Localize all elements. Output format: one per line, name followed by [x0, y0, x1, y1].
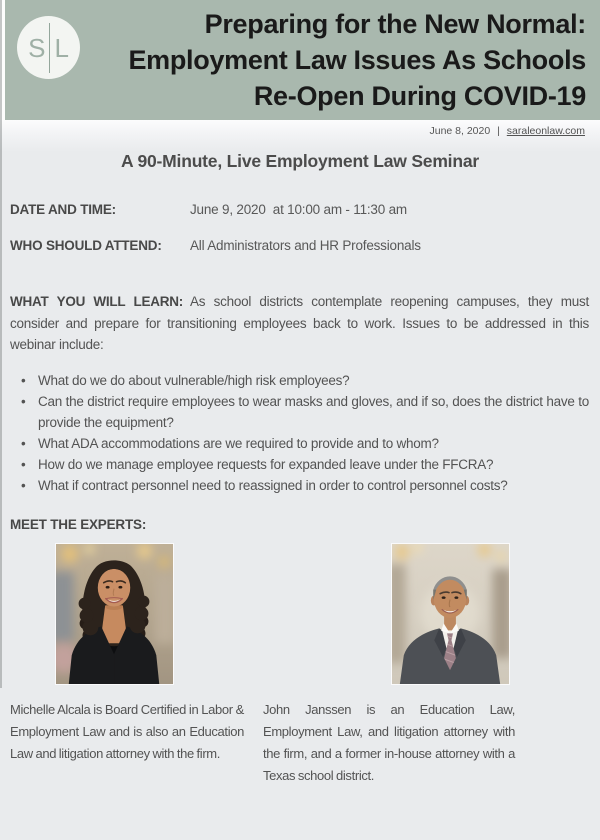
published-date: June 8, 2020 — [429, 125, 491, 137]
detail-row-attendees — [0, 238, 600, 258]
sl-logo — [17, 16, 80, 79]
list-item: • What if contract personnel need to reassigned in order to control personnel costs? — [10, 475, 589, 496]
list-item: • Can the district require employees to wear masks and gloves, and if so, does the district have to provide the equipment? — [10, 391, 589, 433]
michelle-alcala-bio: Michelle Alcala is Board Certified in Labor & Employment Law and is also an Education Law and litigation attorney with the firm. — [10, 702, 244, 761]
header-zone — [0, 0, 600, 120]
list-item: • What ADA accommodations are we required to provide and to whom? — [10, 433, 589, 454]
detail-row-date-time — [0, 202, 600, 222]
title-line-1: Preparing for the New Normal: — [204, 9, 586, 39]
john-janssen-bio: John Janssen is an Education Law, Employment Law, and litigation attorney with the firm, and a former in-house attorney with a Texas school district. — [263, 702, 515, 783]
title-line-2: Employment Law Issues As Schools — [128, 45, 586, 75]
dateline — [429, 125, 585, 137]
topics-list — [10, 370, 589, 496]
logo-letter-l: L — [54, 32, 69, 63]
john-janssen-photo — [391, 543, 510, 685]
date-time-value: June 9, 2020 at 10:00 am - 11:30 am — [190, 202, 407, 217]
page-edge-line — [0, 0, 2, 688]
michelle-alcala-photo — [55, 543, 174, 685]
dateline-separator: | — [497, 125, 500, 137]
date-time-label: DATE AND TIME: — [10, 202, 116, 217]
title-line-3: Re-Open During COVID-19 — [253, 81, 586, 111]
learn-text: As school districts contemplate reopening campuses, they must consider and prepare for transitioning employees back to work. Issues to be addressed in this webinar include: — [10, 294, 589, 352]
header-banner — [5, 0, 600, 120]
list-item: • What do we do about vulnerable/high risk employees? — [10, 370, 589, 391]
logo-letter-s: S — [28, 32, 46, 63]
learn-label: WHAT YOU WILL LEARN: — [10, 294, 183, 309]
attendees-label: WHO SHOULD ATTEND: — [10, 238, 162, 253]
attendees-value: All Administrators and HR Professionals — [190, 238, 421, 253]
seminar-subtitle: A 90-Minute, Live Employment Law Seminar — [121, 151, 479, 171]
flyer-title — [105, 6, 586, 114]
michelle-alcala-portrait — [56, 544, 173, 684]
logo-divider-line — [49, 23, 50, 73]
what-you-will-learn-paragraph — [10, 291, 589, 356]
john-janssen-portrait — [392, 544, 509, 684]
meet-the-experts-label: MEET THE EXPERTS: — [10, 517, 147, 532]
website-link[interactable]: saraleonlaw.com — [506, 125, 585, 137]
list-item: • How do we manage employee requests for expanded leave under the FFCRA? — [10, 454, 589, 475]
